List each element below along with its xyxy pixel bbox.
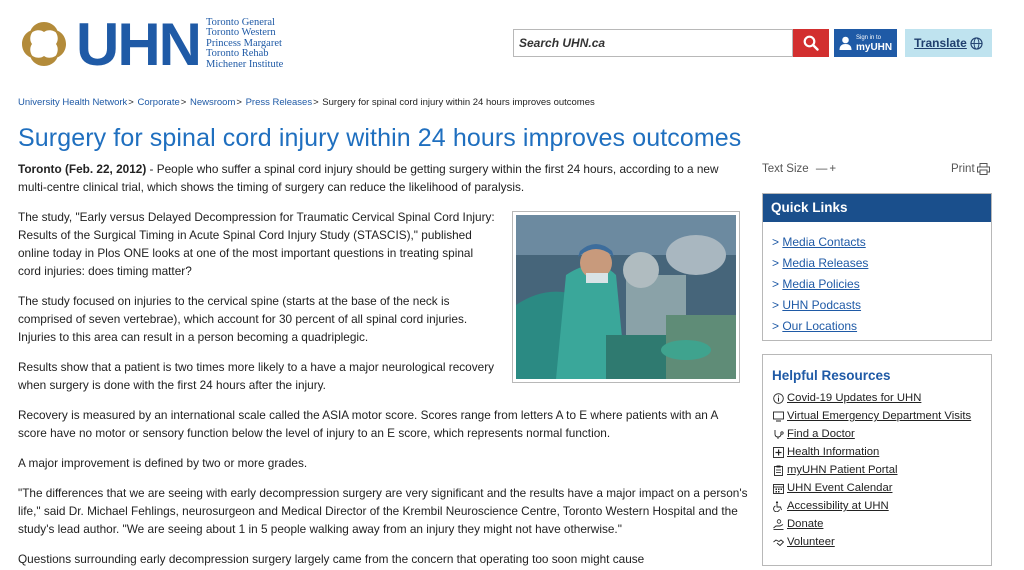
article-paragraph: Questions surrounding early decompression surgery largely came from the concern that operating too soon might cause (18, 552, 645, 566)
logo-site: Michener Institute (206, 58, 284, 70)
logo-site: Toronto General (206, 16, 275, 28)
resource-link[interactable]: Donate (787, 518, 824, 530)
print-button[interactable] (951, 163, 990, 175)
resource-item (772, 407, 991, 425)
article-paragraph: Results show that a patient is two times more likely to a have a major neurological recovery when surgery is done with the first 24 hours after the injury. (18, 360, 495, 392)
breadcrumb-link[interactable]: University Health Network (18, 97, 128, 108)
quick-links-heading: Quick Links (763, 194, 991, 222)
signin-big-label: myUHN (856, 42, 893, 53)
globe-icon (970, 37, 983, 50)
user-icon (839, 36, 852, 50)
helpful-resources-list (772, 389, 991, 551)
resource-link[interactable]: Volunteer (787, 536, 835, 548)
article-paragraph: A major improvement is defined by two or more grades. (18, 456, 308, 470)
quick-link[interactable]: Media Contacts (782, 235, 866, 249)
quick-link-item: > UHN Podcasts (772, 298, 862, 312)
quick-links-list (763, 222, 991, 337)
quick-link[interactable]: Media Policies (782, 277, 860, 291)
logo-site: Toronto Western (206, 27, 276, 39)
article-paragraph (18, 160, 748, 196)
article-text: - People who suffer a spinal cord injury should be getting surgery within the first 24 hours, according to a new multi-centre clinical trial, which shows the timing of surgery can reduce the likelihood of paralysis. (18, 162, 719, 194)
signin-myuhn-button[interactable] (834, 29, 897, 57)
resource-link[interactable]: Covid-19 Updates for UHN (787, 392, 922, 404)
helpful-resources-panel (762, 354, 992, 566)
info-icon (772, 392, 784, 404)
uhn-logo[interactable] (18, 11, 284, 78)
quick-link-item: > Media Contacts (772, 235, 866, 249)
article-paragraph: Recovery is measured by an international scale called the ASIA motor score. Scores range from letters A to E where patients with an A score have no motor or sensory function below the level of injury to an E score, which represents normal function. (18, 408, 718, 440)
resource-link[interactable]: myUHN Patient Portal (787, 464, 898, 476)
breadcrumb (18, 97, 595, 108)
quick-link[interactable]: Media Releases (782, 256, 869, 270)
printer-icon (977, 163, 990, 175)
surgery-photo (516, 215, 736, 379)
article-paragraph: The study focused on injuries to the cervical spine (starts at the base of the neck is comprised of seven vertebrae), which account for 30 percent of all spinal cord injuries. Injuries to this area can result in a person becoming a quadriplegic. (18, 294, 468, 344)
text-size-buttons[interactable]: —+ (815, 163, 839, 175)
resource-link[interactable]: Virtual Emergency Department Visits (787, 410, 972, 422)
resource-link[interactable]: Find a Doctor (787, 428, 855, 440)
donate-hand-icon (772, 518, 784, 530)
translate-label: Translate (914, 36, 967, 50)
resource-item (772, 497, 991, 515)
quick-links-panel (762, 193, 992, 341)
quick-link[interactable]: UHN Podcasts (782, 298, 862, 312)
wheelchair-icon (772, 500, 784, 512)
monitor-icon (772, 410, 784, 422)
logo-site: Princess Margaret (206, 37, 282, 49)
page-title: Surgery for spinal cord injury within 24 hours improves outcomes (18, 124, 742, 152)
breadcrumb-separator: > (180, 97, 187, 108)
breadcrumb-link[interactable]: Corporate (137, 97, 180, 108)
resource-link[interactable]: Accessibility at UHN (787, 500, 889, 512)
article-dateline: Toronto (Feb. 22, 2012) (18, 162, 147, 176)
resource-link[interactable]: Health Information (787, 446, 880, 458)
article-photo (512, 211, 740, 383)
resource-item (772, 389, 991, 407)
logo-site: Toronto Rehab (206, 48, 269, 60)
quick-link-item: > Media Releases (772, 256, 869, 270)
logo-wordmark: UHN (76, 11, 200, 78)
signin-small-label: Sign in to (856, 35, 882, 41)
resource-item (772, 461, 991, 479)
article-paragraph: "The differences that we are seeing with early decompression surgery are very significant and the results have a major impact on a person's life," said Dr. Michael Fehlings, neurosurgeon and Medical Director of the Krembil Neuroscience Centre, Toronto Western Hospital and the study's lead author. "We are seeing about 1 in 5 people walking away from an injury they might not have otherwise." (18, 486, 748, 536)
search-input[interactable] (514, 30, 792, 56)
breadcrumb-separator: > (128, 97, 134, 108)
plus-box-icon (772, 446, 784, 458)
article-paragraph: The study, "Early versus Delayed Decompression for Traumatic Cervical Spinal Cord Injury: Results of the Surgical Timing in Acute Spinal Cord Injury Study (STASCIS)," published online today in Plos ONE looks at one of the most important questions in treating spinal cord injuries: does timing matter? (18, 210, 495, 278)
resource-item (772, 443, 991, 461)
translate-button[interactable] (905, 29, 992, 57)
quick-link[interactable]: Our Locations (782, 319, 858, 333)
search-button[interactable] (793, 29, 829, 57)
resource-item (772, 425, 991, 443)
uhn-swirl-icon (18, 18, 70, 70)
logo-sites-list (206, 18, 283, 71)
stethoscope-icon (772, 428, 784, 440)
handshake-icon (772, 536, 784, 548)
resource-item (772, 533, 991, 551)
search-icon (803, 35, 819, 51)
helpful-resources-heading: Helpful Resources (772, 368, 891, 383)
clipboard-icon (772, 464, 784, 476)
quick-link-item: > Media Policies (772, 277, 860, 291)
resource-link[interactable]: UHN Event Calendar (787, 482, 893, 494)
resource-item (772, 479, 991, 497)
breadcrumb-link[interactable]: Press Releases (245, 97, 313, 108)
quick-link-item: > Our Locations (772, 319, 858, 333)
breadcrumb-separator: > (236, 97, 242, 108)
resource-item (772, 515, 991, 533)
calendar-icon (772, 482, 784, 494)
search-box (513, 29, 793, 57)
text-size-label: Text Size (762, 163, 809, 175)
print-label: Print (951, 163, 975, 175)
breadcrumb-separator: > (313, 97, 319, 108)
breadcrumb-current: Surgery for spinal cord injury within 24 hours improves outcomes (322, 97, 595, 108)
breadcrumb-link[interactable]: Newsroom (189, 97, 236, 108)
text-size-control (762, 163, 838, 175)
